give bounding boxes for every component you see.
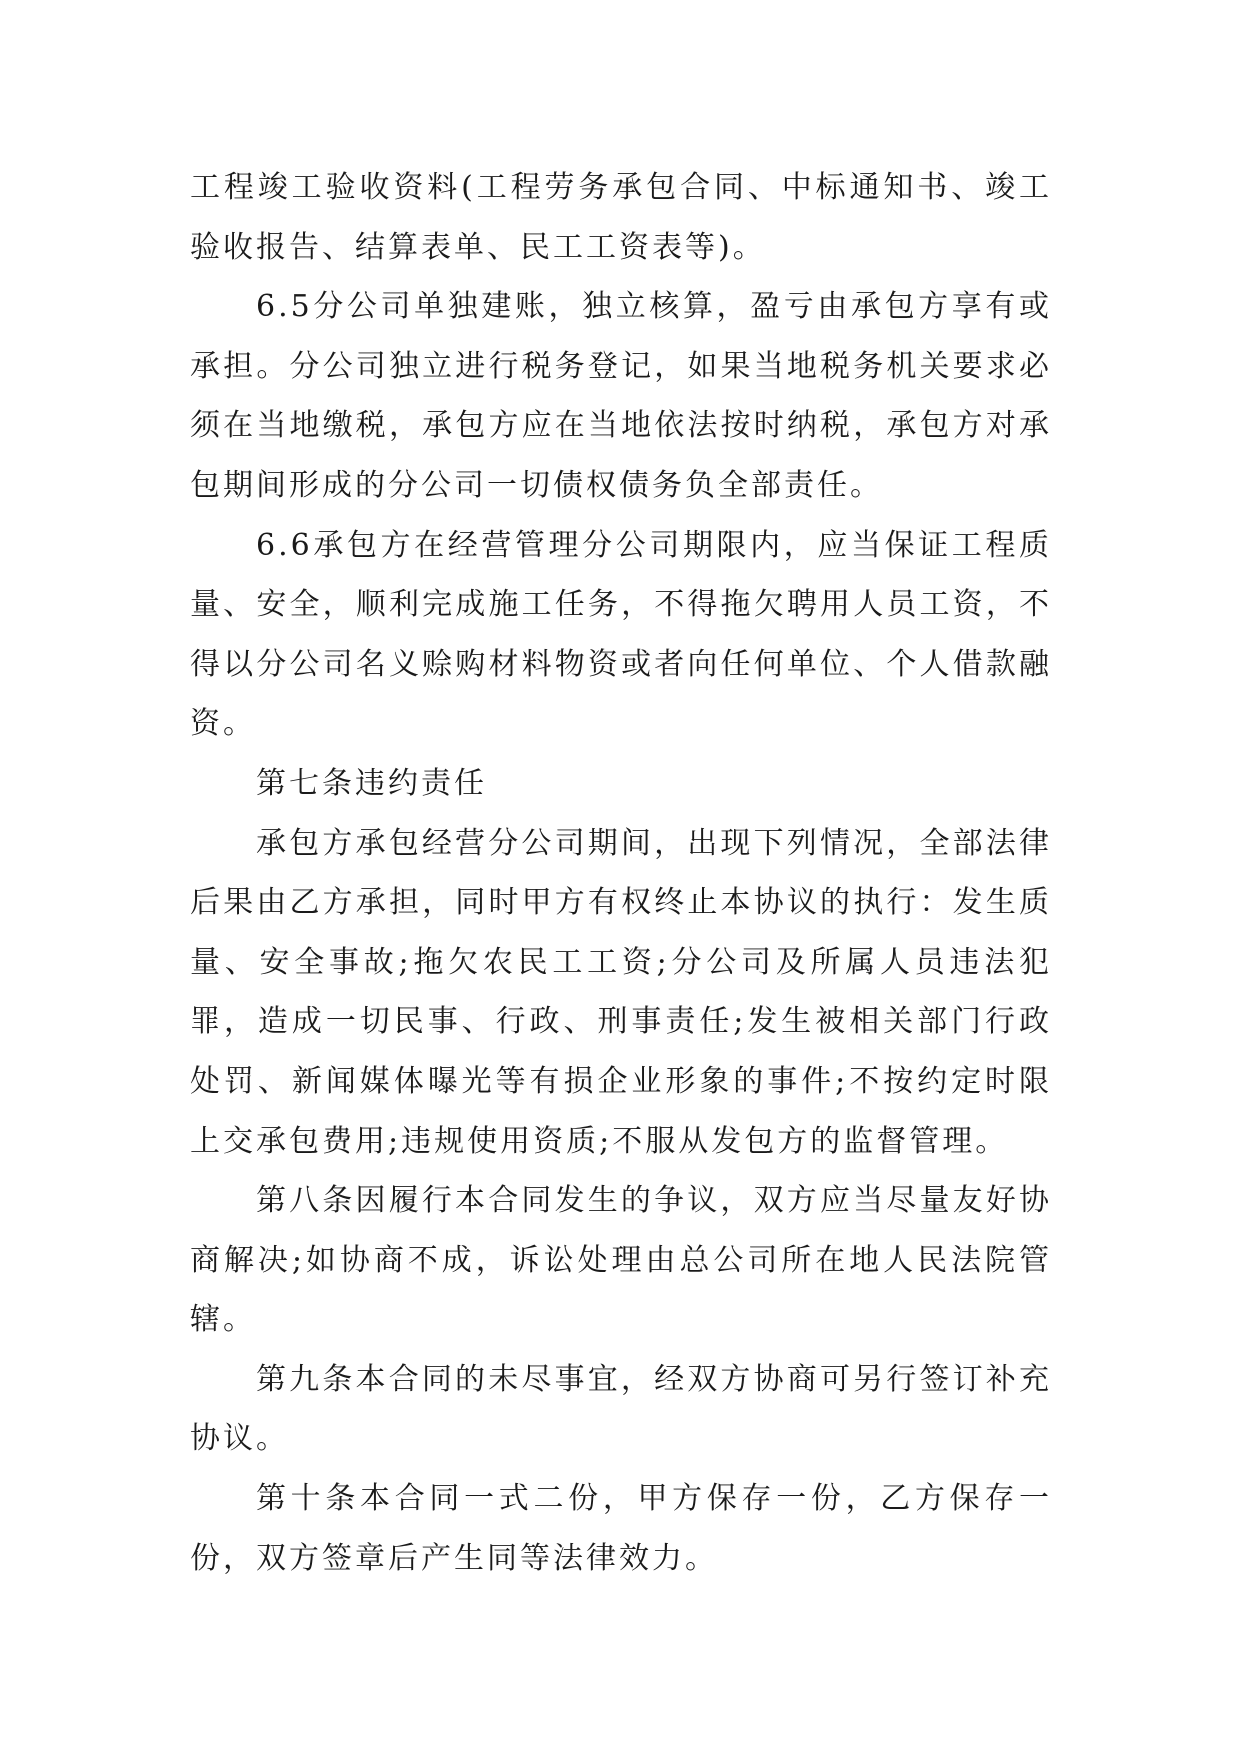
document-body <box>190 158 1052 1588</box>
paragraph-clause-6-5: 6.5分公司单独建账，独立核算，盈亏由承包方享有或承担。分公司独立进行税务登记，如果当地税务机关要求必须在当地缴税，承包方应在当地依法按时纳税，承包方对承包期间形成的分公司一切债权债务负全部责任。 <box>190 289 1052 503</box>
paragraph-acceptance-materials: 工程竣工验收资料(工程劳务承包合同、中标通知书、竣工验收报告、结算表单、民工工资表等)。 <box>190 170 1052 265</box>
paragraph-article-9: 第九条本合同的未尽事宜，经双方协商可另行签订补充协议。 <box>190 1361 1052 1457</box>
paragraph-article-10: 第十条本合同一式二份，甲方保存一份，乙方保存一份，双方签章后产生同等法律效力。 <box>190 1481 1052 1576</box>
paragraph-breach-liability: 承包方承包经营分公司期间，出现下列情况，全部法律后果由乙方承担，同时甲方有权终止本协议的执行：发生质量、安全事故;拖欠农民工工资;分公司及所属人员违法犯罪，造成一切民事、行政、刑事责任;发生被相关部门行政处罚、新闻媒体曝光等有损企业形象的事件;不按约定时限上交承包费用;违规使用资质;不服从发包方的监督管理。 <box>190 825 1052 1159</box>
paragraph-article-8: 第八条因履行本合同发生的争议，双方应当尽量友好协商解决;如协商不成，诉讼处理由总公司所在地人民法院管辖。 <box>190 1183 1052 1338</box>
paragraph-clause-6-6: 6.6承包方在经营管理分公司期限内，应当保证工程质量、安全，顺利完成施工任务，不得拖欠聘用人员工资，不得以分公司名义赊购材料物资或者向任何单位、个人借款融资。 <box>190 527 1052 742</box>
heading-article-7: 第七条违约责任 <box>256 765 487 801</box>
